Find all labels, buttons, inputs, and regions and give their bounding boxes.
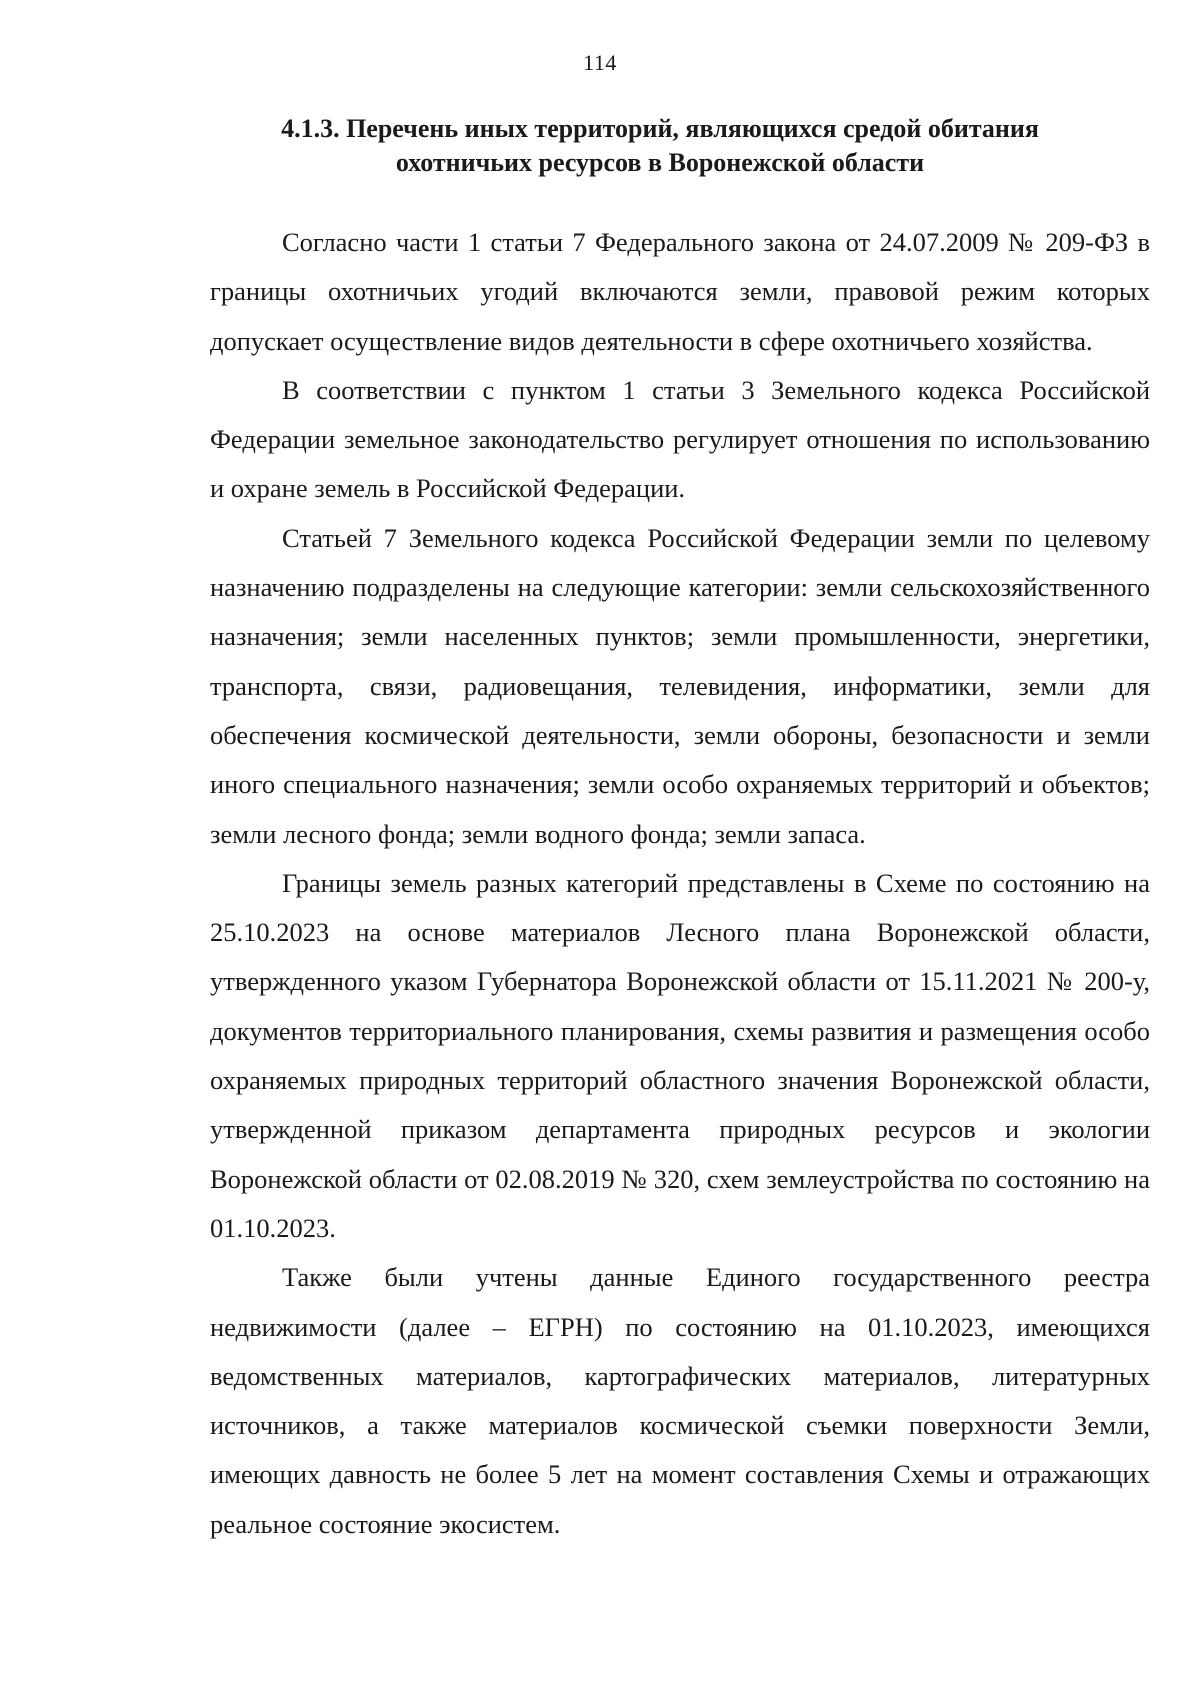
paragraph-egrn-data: Также были учтены данные Единого государственного реестра недвижимости (далее – ЕГРН) по состоянию на 01.10.2023, имеющихся ведомственных материалов, картографических материалов, литературных источников, а также материалов космической съемки поверхности Земли, имеющих давность не более 5 лет на момент составления Схемы и отражающих реальное состояние экосистем. xyxy=(210,1262,1150,1539)
paragraph-land-categories: Статьей 7 Земельного кодекса Российской Федерации земли по целевому назначению подразделены на следующие категории: земли сельскохозяйственного назначения; земли населенных пунктов; земли промышленности, энергетики, транспорта, связи, радиовещания, телевидения, информатики, земли для обеспечения космической деятельности, земли обороны, безопасности и земли иного специального назначения; земли особо охраняемых территорий и объектов; земли лесного фонда; земли водного фонда; земли запаса. xyxy=(210,522,1150,849)
section-heading xyxy=(210,112,1110,180)
paragraph-land-code: В соответствии с пунктом 1 статьи 3 Земельного кодекса Российской Федерации земельное законодательство регулирует отношения по использованию и охране земель в Российской Федерации. xyxy=(210,374,1150,504)
paragraph-federal-law: Согласно части 1 статьи 7 Федерального закона от 24.07.2009 № 209-ФЗ в границы охотничьих угодий включаются земли, правовой режим которых допускает осуществление видов деятельности в сфере охотничьего хозяйства. xyxy=(210,227,1150,356)
body-text xyxy=(210,218,1150,1549)
section-heading-line-1: 4.1.3. Перечень иных территорий, являющихся средой обитания xyxy=(281,114,1039,143)
section-heading-line-2: охотничьих ресурсов в Воронежской области xyxy=(395,148,925,177)
paragraph-land-boundaries: Границы земель разных категорий представлены в Схеме по состоянию на 25.10.2023 на основе материалов Лесного плана Воронежской области, утвержденного указом Губернатора Воронежской области от 15.11.2021 № 200-у, документов территориального планирования, схемы развития и размещения особо охраняемых природных территорий областного значения Воронежской области, утвержденной приказом департамента природных ресурсов и экологии Воронежской области от 02.08.2019 № 320, схем землеустройства по состоянию на 01.10.2023. xyxy=(210,867,1150,1243)
page-number: 114 xyxy=(583,50,617,75)
